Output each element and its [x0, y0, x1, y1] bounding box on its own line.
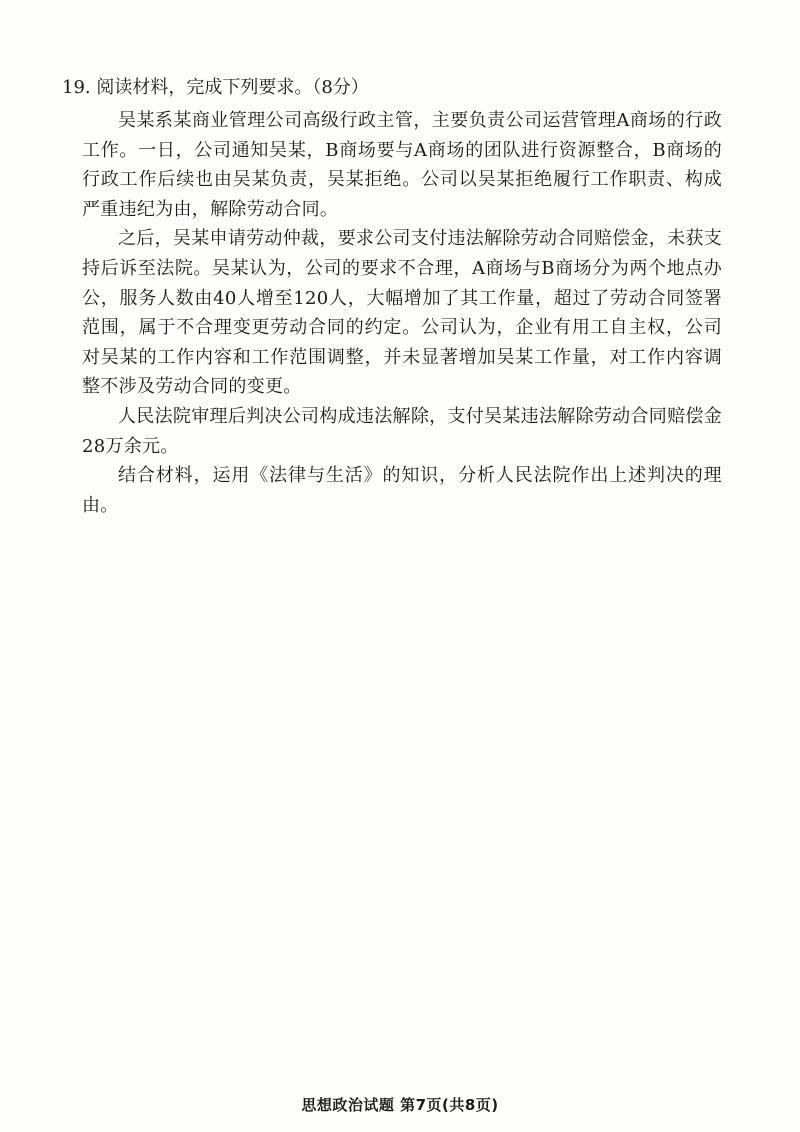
- page-footer: 思想政治试题 第7页(共8页): [301, 1096, 499, 1114]
- question-title: 19. 阅读材料，完成下列要求。（8分）: [62, 77, 369, 98]
- material-paragraph-3: 人民法院审理后判决公司构成违法解除，支付吴某违法解除劳动合同赔偿金28万余元。: [82, 405, 722, 457]
- question-19: [62, 70, 722, 520]
- question-prompt: 结合材料，运用《法律与生活》的知识，分析人民法院作出上述判决的理由。: [82, 465, 722, 516]
- material-paragraph-1: 吴某系某商业管理公司高级行政主管，主要负责公司运营管理A商场的行政工作。一日，公司通知吴某，B商场要与A商场的团队进行资源整合，B商场的行政工作后续也由吴某负责，吴某拒绝。公司以吴某拒绝履行工作职责、构成严重违纪为由，解除劳动合同。: [82, 110, 722, 220]
- material-paragraph-2: 之后，吴某申请劳动仲裁，要求公司支付违法解除劳动合同赔偿金，未获支持后诉至法院。吴某认为，公司的要求不合理，A商场与B商场分为两个地点办公，服务人数由40人增至120人，大幅增加了其工作量，超过了劳动合同签署范围，属于不合理变更劳动合同的约定。公司认为，企业有用工自主权，公司对吴某的工作内容和工作范围调整，并未显著增加吴某工作量，对工作内容调整不涉及劳动合同的变更。: [82, 228, 722, 398]
